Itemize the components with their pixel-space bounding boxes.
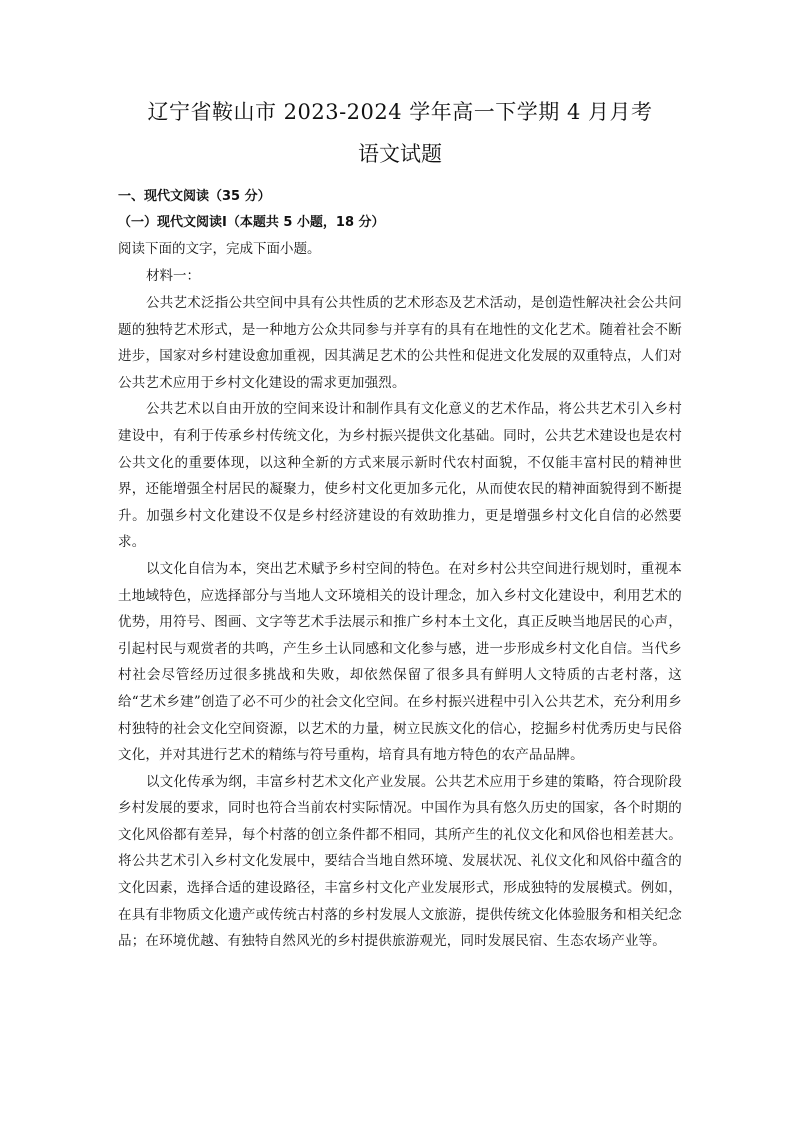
paragraph: 以文化传承为纲，丰富乡村艺术文化产业发展。公共艺术应用于乡建的策略，符合现阶段乡村发展的要求，同时也符合当前农村实际情况。中国作为具有悠久历史的国家，各个时期的文化风俗都有差异，每个村落的创立条件都不相同，其所产生的礼仪文化和风俗也相差甚大。将公共艺术引入乡村文化发展中，要结合当地自然环境、发展状况、礼仪文化和风俗中蕴含的文化因素，选择合适的建设路径，丰富乡村文化产业发展形式，形成独特的发展模式。例如，在具有非物质文化遗产或传统古村落的乡村发展人文旅游，提供传统文化体验服务和相关纪念品；在环境优越、有独特自然风光的乡村提供旅游观光，同时发展民宿、生态农场产业等。 — [118, 773, 682, 950]
reading-instruction: 阅读下面的文字，完成下面小题。 — [118, 241, 321, 257]
paragraph: 公共艺术以自由开放的空间来设计和制作具有文化意义的艺术作品，将公共艺术引入乡村建设中，有利于传承乡村传统文化，为乡村振兴提供文化基础。同时，公共艺术建设也是农村公共文化的重要体现，以这种全新的方式来展示新时代农村面貌，不仅能丰富村民的精神世界，还能增强全村居民的凝聚力，使乡村文化更加多元化，从而使农民的精神面貌得到不断提升。加强乡村文化建设不仅是乡村经济建设的有效助推力，更是增强乡村文化自信的必然要求。 — [118, 401, 682, 551]
exam-title: 辽宁省鞍山市 2023-2024 学年高一下学期 4 月月考 — [147, 100, 653, 124]
sub-section-heading: （一）现代文阅读Ⅰ（本题共 5 小题，18 分） — [118, 215, 385, 230]
exam-subtitle: 语文试题 — [358, 142, 442, 166]
paragraph: 公共艺术泛指公共空间中具有公共性质的艺术形态及艺术活动，是创造性解决社会公共问题的独特艺术形式，是一种地方公众共同参与并享有的具有在地性的文化艺术。随着社会不断进步，国家对乡村建设愈加重视，因其满足艺术的公共性和促进文化发展的双重特点，人们对公共艺术应用于乡村文化建设的需求更加强烈。 — [118, 295, 682, 391]
material-label: 材料一： — [146, 268, 200, 284]
section-heading: 一、现代文阅读（35 分） — [118, 189, 271, 204]
paragraph: 以文化自信为本，突出艺术赋予乡村空间的特色。在对乡村公共空间进行规划时，重视本土地域特色，应选择部分与当地人文环境相关的设计理念，加入乡村文化建设中，利用艺术的优势，用符号、图画、文字等艺术手法展示和推广乡村本土文化，真正反映当地居民的心声，引起村民与观赏者的共鸣，产生乡土认同感和文化参与感，进一步形成乡村文化自信。当代乡村社会尽管经历过很多挑战和失败，却依然保留了很多具有鲜明人文特质的古老村落，这给“艺术乡建”创造了必不可少的社会文化空间。在乡村振兴进程中引入公共艺术，充分利用乡村独特的社会文化空间资源，以艺术的力量，树立民族文化的信心，挖掘乡村优秀历史与民俗文化，并对其进行艺术的精练与符号重构，培育具有地方特色的农产品品牌。 — [118, 560, 682, 764]
